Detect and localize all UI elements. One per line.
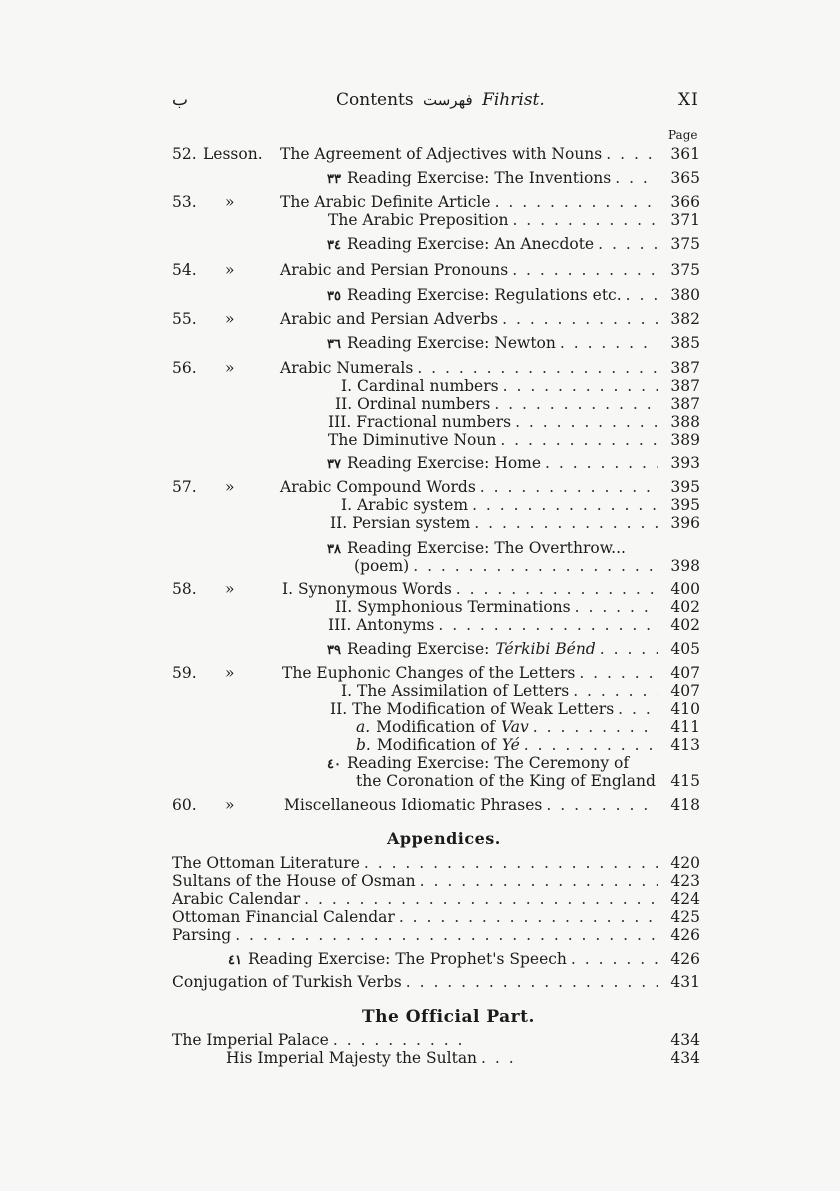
entry-page: 380 [670, 286, 700, 304]
entry-page: 375 [670, 261, 700, 279]
toc-entry-53 [0, 193, 840, 211]
entry-page: 424 [670, 890, 700, 908]
entry-title: Ottoman Financial Calendar [172, 908, 395, 926]
page-column-label: Page [668, 128, 698, 142]
toc-reading-39 [0, 640, 840, 658]
entry-title: The Agreement of Adjectives with Nouns [280, 145, 603, 163]
official-part-heading: The Official Part. [362, 1007, 535, 1027]
toc-reading-36 [0, 334, 840, 352]
running-header [336, 90, 545, 110]
appendix-item [0, 854, 840, 872]
entry-title: II. Ordinal numbers [335, 395, 491, 413]
entry-title: His Imperial Majesty the Sultan [226, 1049, 478, 1067]
entry-page: 434 [670, 1049, 700, 1067]
official-sultan [0, 1049, 840, 1067]
toc-entry-57b [0, 514, 840, 532]
header-contents: Contents [336, 90, 414, 110]
lesson-number: 57. [172, 478, 197, 496]
ditto-mark: » [225, 580, 235, 598]
appendix-item [0, 872, 840, 890]
entry-page: 425 [670, 908, 700, 926]
appendix-item [0, 926, 840, 944]
entry-title: Reading Exercise: The Overthrow... [346, 539, 626, 557]
entry-title: Reading Exercise: Newton [346, 334, 556, 352]
entry-title-continued: (poem) [354, 557, 410, 575]
header-arabic: فهرست [423, 91, 473, 109]
entry-page: 366 [670, 193, 700, 211]
lesson-number: 52. [172, 145, 197, 163]
entry-title-italic: Térkibi Bénd [495, 640, 596, 658]
entry-page: 431 [670, 973, 700, 991]
ditto-mark: » [225, 664, 235, 682]
entry-title: Reading Exercise: The Ceremony of [346, 754, 630, 772]
appendix-item [0, 908, 840, 926]
toc-reading-41 [0, 950, 840, 968]
reading-number: ٣٦ [327, 337, 341, 352]
toc-entry-53b [0, 211, 840, 229]
entry-title: Parsing [172, 926, 232, 944]
toc-reading-33 [0, 169, 840, 187]
entry-title: Miscellaneous Idiomatic Phrases [284, 796, 543, 814]
entry-title: Reading Exercise: Regulations etc. [346, 286, 622, 304]
entry-title: Arabic and Persian Adverbs [280, 310, 499, 328]
entry-page: 415 [670, 772, 700, 790]
toc-reading-40-cont [0, 772, 840, 790]
entry-title: II. Persian system [330, 514, 471, 532]
entry-title: Arabic Numerals [280, 359, 414, 377]
lesson-number: 60. [172, 796, 197, 814]
lesson-number: 53. [172, 193, 197, 211]
reading-number: ٤١ [228, 953, 242, 968]
entry-page: 385 [670, 334, 700, 352]
ditto-mark: » [225, 359, 235, 377]
lesson-number: 54. [172, 261, 197, 279]
entry-page: 389 [670, 431, 700, 449]
entry-page: 396 [670, 514, 700, 532]
toc-entry-59 [0, 664, 840, 682]
toc-reading-37 [0, 454, 840, 472]
entry-page: 395 [670, 496, 700, 514]
appendix-item [0, 890, 840, 908]
reading-number: ٣٣ [327, 172, 341, 187]
entry-page: 387 [670, 395, 700, 413]
toc-entry-56c [0, 413, 840, 431]
toc-entry-60 [0, 796, 840, 814]
entry-title: Modification of [376, 718, 496, 736]
ditto-mark: » [225, 478, 235, 496]
entry-page: 375 [670, 235, 700, 253]
entry-page: 411 [670, 718, 700, 736]
entry-title: The Arabic Definite Article [280, 193, 491, 211]
entry-title-italic: Vav [501, 718, 529, 736]
entry-title: I. Cardinal numbers [341, 377, 499, 395]
entry-page: 413 [670, 736, 700, 754]
toc-entry-54 [0, 261, 840, 279]
entry-page: 426 [670, 950, 700, 968]
reading-number: ٣٩ [327, 643, 341, 658]
entry-page: 361 [670, 145, 700, 163]
entry-title: Reading Exercise: An Anecdote [346, 235, 595, 253]
ditto-mark: » [225, 193, 235, 211]
entry-title: Conjugation of Turkish Verbs [172, 973, 402, 991]
entry-title: I. The Assimilation of Letters [341, 682, 570, 700]
entry-page: 371 [670, 211, 700, 229]
toc-reading-35 [0, 286, 840, 304]
entry-page: 405 [670, 640, 700, 658]
lesson-number: 58. [172, 580, 197, 598]
entry-title: Reading Exercise: The Inventions [346, 169, 612, 187]
entry-page: 434 [670, 1031, 700, 1049]
entry-title: Reading Exercise: The Prophet's Speech [247, 950, 567, 968]
header-left-mark: ب [172, 90, 189, 110]
entry-page: 423 [670, 872, 700, 890]
lesson-number: 55. [172, 310, 197, 328]
entry-page: 395 [670, 478, 700, 496]
entry-prefix: b. [356, 736, 371, 754]
toc-entry-56b [0, 395, 840, 413]
toc-entry-56a [0, 377, 840, 395]
toc-entry-52 [0, 145, 840, 163]
entry-page: 387 [670, 359, 700, 377]
entry-title: Modification of [376, 736, 496, 754]
toc-entry-58b [0, 616, 840, 634]
ditto-mark: » [225, 310, 235, 328]
toc-entry-58 [0, 580, 840, 598]
entry-title: I. Synonymous Words [282, 580, 452, 598]
entry-page: 420 [670, 854, 700, 872]
toc-entry-56d [0, 431, 840, 449]
toc-reading-38 [0, 539, 840, 557]
entry-title: Reading Exercise: [346, 640, 490, 658]
toc-reading-40 [0, 754, 840, 772]
appendix-conjugation [0, 973, 840, 991]
entry-page: 388 [670, 413, 700, 431]
entry-title: The Euphonic Changes of the Letters [282, 664, 576, 682]
entry-page: 365 [670, 169, 700, 187]
entry-page: 387 [670, 377, 700, 395]
header-fihrist: Fihrist. [482, 90, 545, 110]
entry-title: The Arabic Preposition [328, 211, 509, 229]
lesson-word: Lesson. [203, 145, 263, 163]
entry-title: Arabic and Persian Pronouns [280, 261, 509, 279]
toc-entry-59d [0, 736, 840, 754]
ditto-mark: » [225, 261, 235, 279]
entry-title: Arabic Compound Words [280, 478, 476, 496]
entry-title-continued: the Coronation of the King of England [356, 772, 656, 790]
entry-page: 398 [670, 557, 700, 575]
reading-number: ٣٥ [327, 289, 341, 304]
entry-page: 382 [670, 310, 700, 328]
entry-page: 393 [670, 454, 700, 472]
official-palace [0, 1031, 840, 1049]
entry-page: 426 [670, 926, 700, 944]
lesson-number: 56. [172, 359, 197, 377]
lesson-number: 59. [172, 664, 197, 682]
ditto-mark: » [225, 796, 235, 814]
entry-title: Reading Exercise: Home [346, 454, 542, 472]
entry-page: 407 [670, 664, 700, 682]
entry-title: The Diminutive Noun [328, 431, 497, 449]
toc-entry-57a [0, 496, 840, 514]
toc-entry-59b [0, 700, 840, 718]
toc-reading-34 [0, 235, 840, 253]
toc-entry-55 [0, 310, 840, 328]
entry-title: II. The Modification of Weak Letters [330, 700, 615, 718]
toc-entry-58a [0, 598, 840, 616]
entry-title: II. Symphonious Terminations [335, 598, 571, 616]
reading-number: ٣٤ [327, 238, 341, 253]
entry-title: I. Arabic system [341, 496, 469, 514]
entry-title: The Ottoman Literature [172, 854, 360, 872]
entry-page: 402 [670, 616, 700, 634]
toc-reading-38-cont [0, 557, 840, 575]
reading-number: ٣٨ [327, 542, 341, 557]
entry-page: 402 [670, 598, 700, 616]
page-number-roman: XI [678, 90, 699, 110]
entry-page: 410 [670, 700, 700, 718]
toc-entry-59a [0, 682, 840, 700]
entry-page: 400 [670, 580, 700, 598]
entry-page: 418 [670, 796, 700, 814]
reading-number: ٤٠ [327, 757, 341, 772]
entry-title-italic: Yé [501, 736, 520, 754]
entry-prefix: a. [356, 718, 371, 736]
entry-title: The Imperial Palace [172, 1031, 329, 1049]
entry-title: Sultans of the House of Osman [172, 872, 416, 890]
toc-entry-56 [0, 359, 840, 377]
toc-entry-59c [0, 718, 840, 736]
entry-title: III. Antonyms [328, 616, 435, 634]
entry-page: 407 [670, 682, 700, 700]
toc-entry-57 [0, 478, 840, 496]
entry-title: III. Fractional numbers [328, 413, 512, 431]
appendices-heading: Appendices. [387, 829, 501, 848]
reading-number: ٣٧ [327, 457, 341, 472]
entry-title: Arabic Calendar [172, 890, 301, 908]
